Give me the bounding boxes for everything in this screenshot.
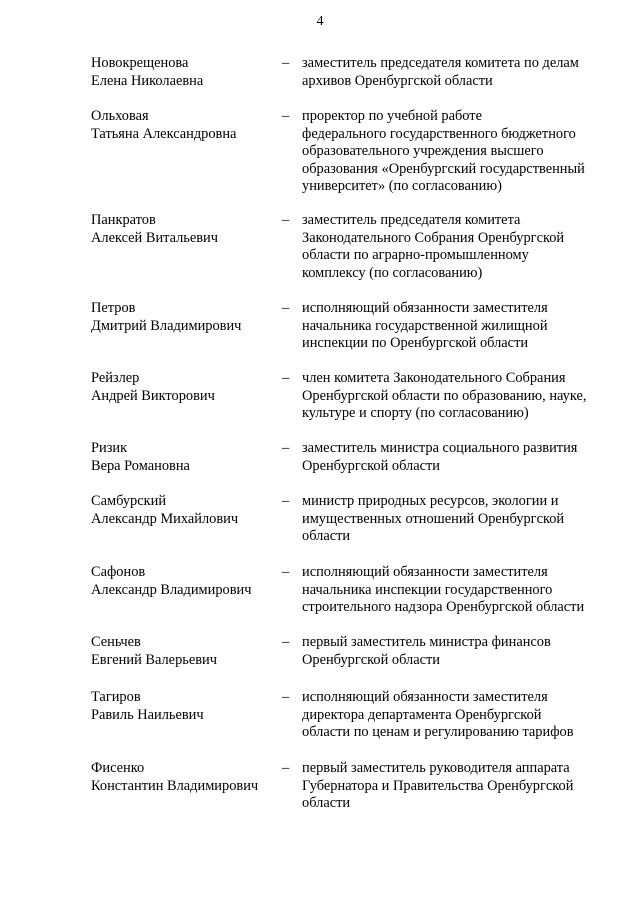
position-line: строительного надзора Оренбургской области [302, 599, 585, 615]
member-position [302, 564, 612, 617]
position-line: первый заместитель министра финансов [302, 634, 551, 650]
member-given-names: Равиль Наильевич [91, 706, 204, 723]
member-position [302, 493, 612, 546]
position-line: области [302, 795, 351, 811]
position-line: заместитель министра социального развития [302, 440, 578, 456]
position-line: инспекции по Оренбургской области [302, 335, 529, 351]
member-given-names: Вера Романовна [91, 457, 190, 474]
position-line: начальника государственной жилищной [302, 317, 548, 334]
member-position [302, 760, 612, 813]
member-given-names: Дмитрий Владимирович [91, 317, 242, 334]
member-given-names: Александр Владимирович [91, 581, 252, 598]
position-line: архивов Оренбургской области [302, 72, 493, 89]
position-line: имущественных отношений Оренбургской [302, 510, 565, 527]
member-given-names: Андрей Викторович [91, 387, 215, 404]
position-line: первый заместитель руководителя аппарата [302, 760, 570, 776]
member-name [91, 440, 281, 475]
position-line: член комитета Законодательного Собрания [302, 370, 566, 386]
member-given-names: Татьяна Александровна [91, 125, 237, 142]
position-line: исполняющий обязанности заместителя [302, 689, 548, 705]
member-name [91, 493, 281, 528]
position-line: заместитель председателя комитета [302, 212, 521, 228]
page-number: 4 [316, 14, 324, 29]
position-line: Оренбургской области [302, 457, 440, 474]
position-line: университет» (по согласованию) [302, 178, 502, 194]
position-line: проректор по учебной работе [302, 108, 482, 124]
position-line: заместитель председателя комитета по делам [302, 55, 579, 71]
member-surname: Ольховая [91, 108, 149, 124]
member-position [302, 689, 612, 742]
position-line: Губернатора и Правительства Оренбургской [302, 777, 574, 794]
dash-separator: – [282, 689, 290, 705]
position-line: федерального государственного бюджетного [302, 125, 576, 142]
position-line: Оренбургской области по образованию, науке, [302, 387, 587, 404]
member-surname: Панкратов [91, 212, 156, 228]
position-line: исполняющий обязанности заместителя [302, 564, 548, 580]
position-line: комплексу (по согласованию) [302, 264, 483, 281]
position-line: директора департамента Оренбургской [302, 706, 542, 723]
dash-separator: – [282, 55, 290, 71]
member-name [91, 212, 281, 247]
position-line: образования «Оренбургский государственный [302, 160, 585, 177]
member-name [91, 300, 281, 335]
position-line: Оренбургской области [302, 651, 440, 668]
member-name [91, 564, 281, 599]
dash-separator: – [282, 108, 290, 124]
member-surname: Петров [91, 300, 136, 316]
dash-separator: – [282, 300, 290, 316]
dash-separator: – [282, 440, 290, 456]
member-surname: Сафонов [91, 564, 146, 580]
position-line: области [302, 528, 351, 544]
dash-separator: – [282, 760, 290, 776]
member-position [302, 370, 612, 423]
member-surname: Сеньчев [91, 634, 141, 650]
member-position [302, 212, 612, 282]
member-name [91, 55, 281, 90]
member-position [302, 55, 612, 90]
member-given-names: Алексей Витальевич [91, 229, 218, 246]
member-surname: Фисенко [91, 760, 145, 776]
dash-separator: – [282, 212, 290, 228]
member-surname: Рейзлер [91, 370, 140, 386]
member-name [91, 108, 281, 143]
member-surname: Новокрещенова [91, 55, 189, 71]
member-position [302, 440, 612, 475]
member-given-names: Евгений Валерьевич [91, 651, 217, 668]
member-name [91, 634, 281, 669]
dash-separator: – [282, 634, 290, 650]
position-line: Законодательного Собрания Оренбургской [302, 229, 565, 246]
member-name [91, 760, 281, 795]
position-line: исполняющий обязанности заместителя [302, 300, 548, 316]
member-position [302, 634, 612, 669]
member-position [302, 300, 612, 353]
position-line: образовательного учреждения высшего [302, 143, 544, 159]
position-line: области по ценам и регулированию тарифов [302, 724, 574, 740]
member-given-names: Константин Владимирович [91, 777, 259, 794]
member-given-names: Александр Михайлович [91, 510, 239, 527]
member-name [91, 689, 281, 724]
member-position [302, 108, 612, 196]
position-line: культуре и спорту (по согласованию) [302, 405, 529, 421]
member-surname: Ризик [91, 440, 128, 456]
member-given-names: Елена Николаевна [91, 72, 204, 89]
dash-separator: – [282, 370, 290, 386]
dash-separator: – [282, 564, 290, 580]
member-name [91, 370, 281, 405]
member-surname: Самбурский [91, 493, 167, 509]
position-line: министр природных ресурсов, экологии и [302, 493, 559, 509]
position-line: начальника инспекции государственного [302, 581, 553, 598]
dash-separator: – [282, 493, 290, 509]
position-line: области по аграрно-промышленному [302, 247, 529, 263]
member-surname: Тагиров [91, 689, 141, 705]
